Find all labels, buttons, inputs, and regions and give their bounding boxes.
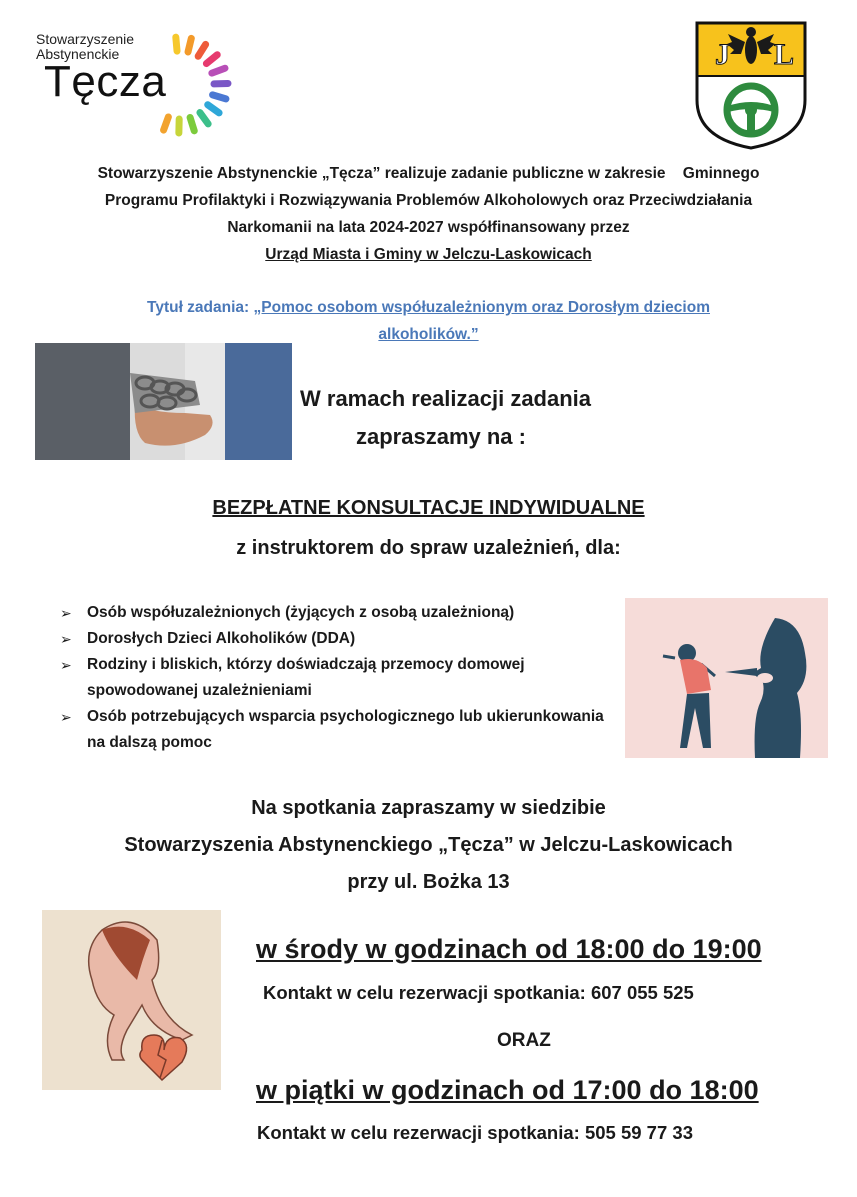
logo-ray xyxy=(206,55,217,64)
logo-line-1: Stowarzyszenie xyxy=(36,31,135,47)
and-separator: ORAZ xyxy=(497,1030,551,1051)
list-item: ➢ Dorosłych Dzieci Alkoholików (DDA) xyxy=(60,626,620,652)
logo-ray xyxy=(200,113,208,124)
abuse-shadow-illustration xyxy=(625,598,828,758)
logo-ray xyxy=(176,37,177,51)
venue-info xyxy=(0,790,857,901)
audience-list xyxy=(60,600,620,756)
task-title-part-2: alkoholików.” xyxy=(378,326,479,343)
broken-heart-girl-illustration xyxy=(42,910,221,1090)
svg-text:L: L xyxy=(774,38,795,71)
venue-line-2: Stowarzyszenia Abstynenckiego „Tęcza” w Jelczu-Laskowicach xyxy=(124,834,733,856)
intro-line-1: Stowarzyszenie Abstynenckie „Tęcza” realizuje zadanie publiczne w zakresie Gminnego xyxy=(97,165,760,182)
intro-line-4: Urząd Miasta i Gminy w Jelczu-Laskowicach xyxy=(265,246,592,263)
intro-line-3: Narkomanii na lata 2024-2027 współfinansowany przez xyxy=(227,219,630,236)
task-title xyxy=(30,294,827,348)
intro-line-2: Programu Profilaktyki i Rozwiązywania Problemów Alkoholowych oraz Przeciwdziałania xyxy=(104,192,753,209)
municipal-crest-icon xyxy=(694,20,808,150)
invite-line-1: W ramach realizacji zadania xyxy=(300,386,592,411)
consultation-title-text: BEZPŁATNE KONSULTACJE INDYWIDUALNE xyxy=(212,497,645,519)
svg-text:J: J xyxy=(715,38,730,71)
consultation-subtitle: z instruktorem do spraw uzależnień, dla: xyxy=(236,537,621,559)
task-title-part-1: „Pomoc osobom współuzależnionym oraz Dorosłym dzieciom xyxy=(253,299,710,316)
rainbow-rays-logo-icon xyxy=(140,30,250,140)
logo-ray xyxy=(212,68,225,73)
invite-heading xyxy=(300,380,700,456)
intro-paragraph xyxy=(30,160,827,268)
wednesday-schedule: w środy w godzinach od 18:00 do 19:00 xyxy=(256,934,762,964)
logo-ray xyxy=(188,38,191,52)
venue-line-1: Na spotkania zapraszamy w siedzibie xyxy=(251,797,606,819)
logo-ray xyxy=(208,105,219,113)
logo-ray xyxy=(164,117,169,130)
list-item: ➢ Rodziny i bliskich, którzy doświadczają przemocy domowej spowodowanej uzależnieniami xyxy=(60,652,620,704)
friday-schedule: w piątki w godzinach od 17:00 do 18:00 xyxy=(256,1075,759,1105)
invite-line-2: zapraszamy na : xyxy=(356,424,526,449)
consultation-title xyxy=(0,497,857,520)
logo-ray xyxy=(213,95,226,99)
chained-hands-photo xyxy=(35,343,292,460)
logo-line-2: Abstynenckie xyxy=(36,46,120,62)
task-label: Tytuł zadania: xyxy=(147,299,254,316)
logo-name: Tęcza xyxy=(44,57,167,106)
friday-contact: Kontakt w celu rezerwacji spotkania: 505 59 77 33 xyxy=(257,1122,693,1143)
venue-line-3: przy ul. Bożka 13 xyxy=(347,871,510,893)
list-item: ➢ Osób współuzależnionych (żyjących z osobą uzależnioną) xyxy=(60,600,620,626)
logo-ray xyxy=(198,44,205,56)
list-item: ➢ Osób potrzebujących wsparcia psychologicznego lub ukierunkowania na dalszą pomoc xyxy=(60,704,620,756)
logo-ray xyxy=(190,117,194,130)
wednesday-contact: Kontakt w celu rezerwacji spotkania: 607 055 525 xyxy=(263,982,694,1003)
